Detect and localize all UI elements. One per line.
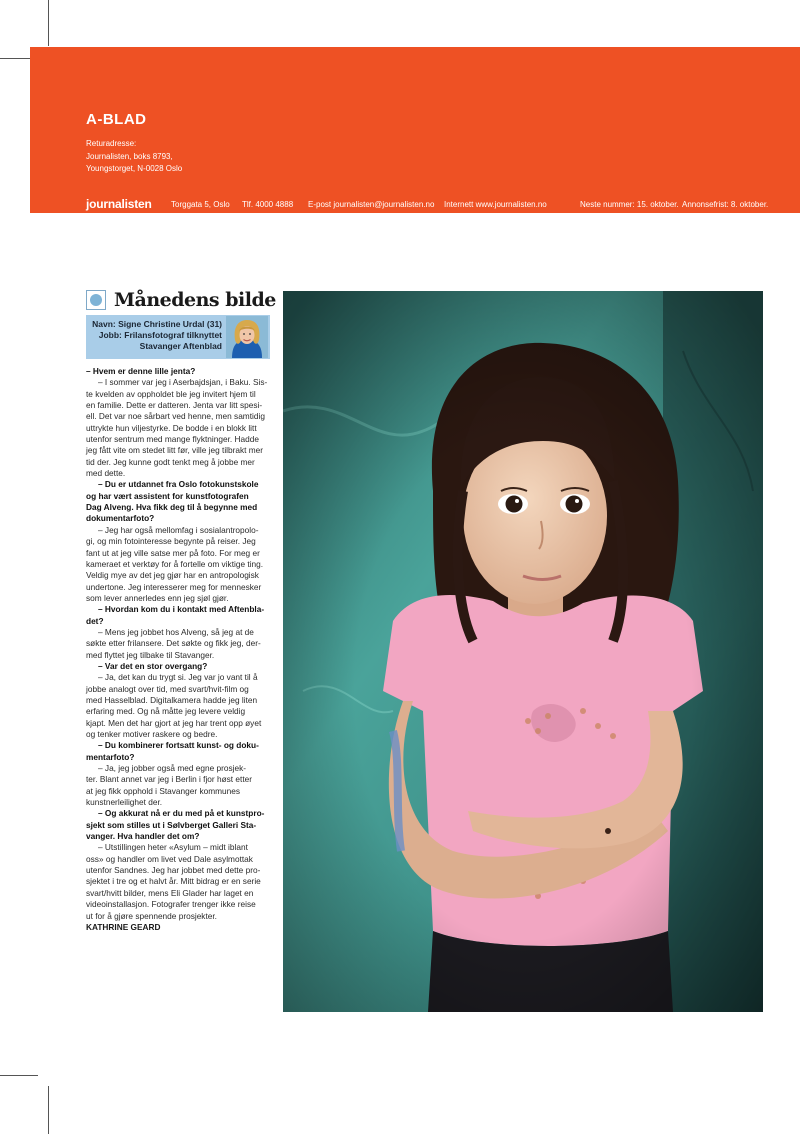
answer-line: søkte etter frilansere. Det søkte og fikk jeg, der- [86,638,261,649]
section-title: Månedens bilde [114,289,276,311]
answer-line: kameraet et verktøy for å fortelle om viktige ting. [86,558,264,569]
question: mentarfoto? [86,751,135,762]
answer-line: – Ja, det kan du trygt si. Jeg var jo vant til å [98,672,258,683]
crop-mark [0,58,30,59]
profile-job: Stavanger Aftenblad [139,341,222,351]
return-label: Returadresse: [86,139,137,148]
answer-line: uttrykte hun viljestyrke. De bodde i en blokk litt [86,422,257,433]
return-line: Youngstorget, N-0028 Oslo [86,164,183,173]
header-banner [30,47,800,213]
next-issue-text: Neste nummer: 15. oktober. [580,200,679,209]
answer-line: erfaring med. Og nå måtte jeg levere veldig [86,706,246,717]
answer-line: jeg fått vite om stedet litt før, ville jeg tilbrakt mer [86,445,264,456]
crop-mark [48,1086,49,1134]
question: – Hvem er denne lille jenta? [86,366,196,376]
question: – Du er utdannet fra Oslo fotokunstskole [98,479,259,490]
answer-line: fant ut at jeg ville satse mer på foto. For meg er [86,547,260,558]
answer-line: – Mens jeg jobbet hos Alveng, så jeg at de [98,626,254,637]
answer-line: te kvelden av oppholdet ble jeg invitert hjem til [86,388,256,399]
answer-line: med Hasselblad. Digitalkamera hadde jeg liten [86,694,258,705]
crop-mark [48,0,49,46]
answer-line: – Utstillingen heter «Asylum – midt iblant [98,842,248,853]
answer-line: utenfor Sandnes. Jeg har jobbet med dette pro- [86,865,261,876]
answer-line: at jeg fikk opphold i Stavanger kommunes [86,785,241,796]
answer-line: sjektet i tre og et halvt år. Mitt bidrag er en serie [86,876,261,887]
answer-line: tid der. Jeg kunne godt tenkt meg å jobbe mer [86,456,255,467]
circle-square-icon [86,290,106,310]
avatar [226,316,268,358]
answer-line: med dette. [86,468,126,479]
answer-line: Veldig mye av det jeg gjør har en antropologisk [86,570,259,581]
answer-line: ter. Blant annet var jeg i Berlin i fjor høst etter [86,774,253,785]
question: det? [86,615,104,626]
profile-box [86,315,270,359]
article-body [86,366,276,933]
question: og har vært assistent for kunstfotografen [86,490,249,501]
question: Dag Alveng. Hva fikk deg til å begynne med [86,502,258,513]
return-line: Journalisten, boks 8793, [86,151,173,161]
answer-line: videoinstallasjon. Fotografer trenger ikke reise [86,899,256,910]
email-link[interactable]: E-post journalisten@journalisten.no [308,200,435,209]
a-blad-label: A-BLAD [86,111,147,128]
address-text: Torggata 5, Oslo [171,200,230,209]
question: sjekt som stilles ut i Sølvberget Galleri Sta- [86,819,257,830]
answer-line: ell. Det var noe sårbart ved henne, men samtidig [86,411,265,422]
answer-line: kunstnerleilighet der. [86,797,163,808]
ad-deadline-text: Annonsefrist: 8. oktober. [682,200,769,209]
answer-line: en familie. Dette er datteren. Jenta var litt spesi- [86,400,263,411]
return-address [86,138,182,176]
question: – Var det en stor overgang? [98,660,208,671]
answer-line: som lever annerledes enn jeg sjøl gjør. [86,592,229,603]
web-link[interactable]: Internett www.journalisten.no [444,200,547,209]
profile-text [92,319,222,352]
answer-line: oss» og handler om livet ved Dale asylmottak [86,853,253,864]
answer-line: – Jeg har også mellomfag i sosialantropolo- [98,524,259,535]
profile-job: Jobb: Frilansfotograf tilknyttet [98,330,222,340]
answer-line: utenfor sentrum med mange flyktninger. Hadde [86,434,259,445]
brand-logo: journalisten [86,197,152,211]
answer-line: kjapt. Men det har gjort at jeg har trent opp øyet [86,717,262,728]
answer-line: – Ja, jeg jobber også med egne prosjek- [98,763,247,774]
answer-line: ut for å gjøre spennende prosjekter. [86,910,217,921]
profile-name: Navn: Signe Christine Urdal (31) [92,319,222,329]
answer-line: undertone. Jeg interesserer meg for mennesker [86,581,262,592]
masthead-line [86,197,786,211]
answer-line: – I sommer var jeg i Aserbajdsjan, i Baku. Sis- [98,377,268,388]
question: – Du kombinerer fortsatt kunst- og doku- [98,740,259,751]
answer-line: jobbe analogt over tid, med svart/hvit-film og [86,683,249,694]
phone-text: Tlf. 4000 4888 [242,200,294,209]
featured-photo [283,291,763,1012]
answer-line: og tenker motiver raskere og bedre. [86,729,218,739]
question: – Og akkurat nå er du med på et kunstpro- [98,808,265,819]
crop-mark [0,1075,38,1076]
question: dokumentarfoto? [86,513,155,524]
question: – Hvordan kom du i kontakt med Aftenbla- [98,604,265,615]
author-signature: KATHRINE GEARD [86,921,161,932]
answer-line: svart/hvitt bilder, mens Eli Glader har laget en [86,887,254,898]
answer-line: med flyttet jeg tilbake til Stavanger. [86,649,215,660]
answer-line: gi, og min fotointeresse begynte på reiser. Jeg [86,536,256,547]
question: vanger. Hva handler det om? [86,831,200,842]
